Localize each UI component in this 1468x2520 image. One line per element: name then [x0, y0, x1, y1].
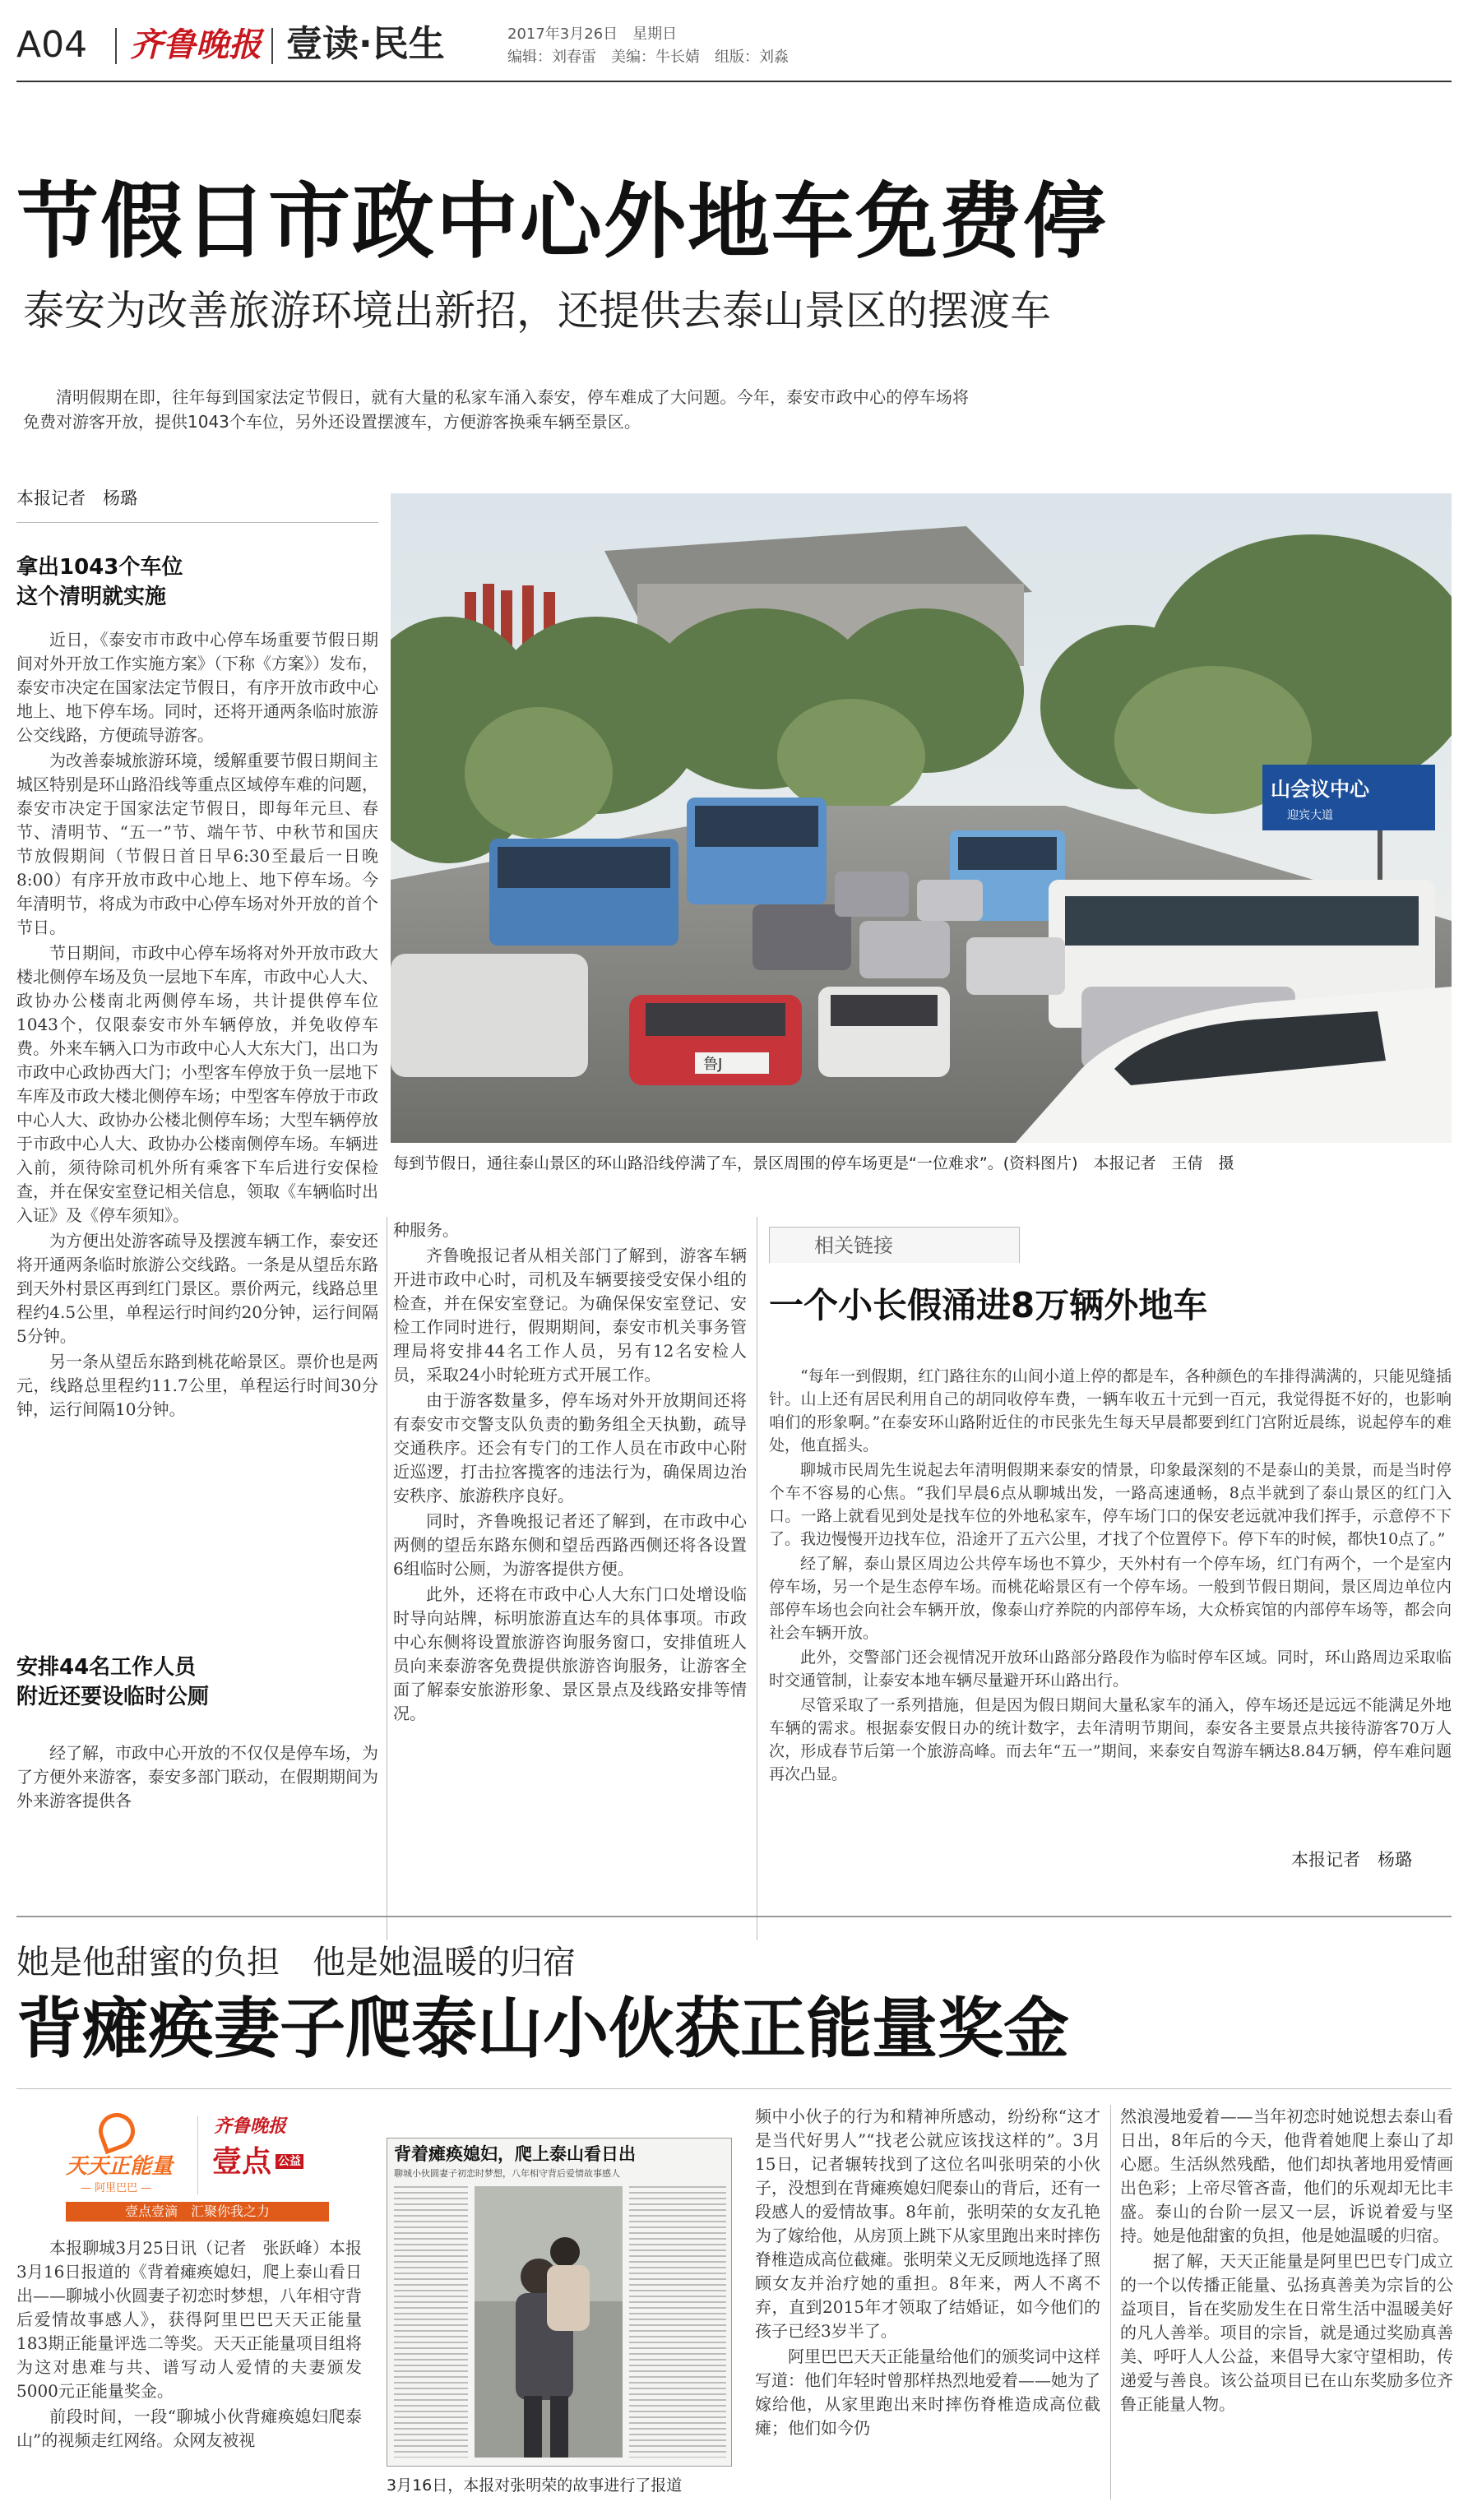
- headline: 节假日市政中心外地车免费停: [16, 173, 1107, 270]
- section-rule: [16, 1916, 1452, 1917]
- clipping-caption: 3月16日，本报对张明荣的故事进行了报道: [387, 2476, 683, 2495]
- clipping-text-block: [629, 2186, 726, 2458]
- charity-logo-block: [66, 2111, 329, 2222]
- paragraph: 聊城市民周先生说起去年清明假期来泰安的情景，印象最深刻的不是泰山的美景，而是当时停个车不容易的心焦。“我们早晨6点从聊城出发，一路高速通畅，8点半就到了泰山景区的红门入口。一路上就看见到处是找车位的外地私家车，停车场门口的保安老远就冲我们挥手，示意停不下了。我边慢慢开边找车位，沿途开了五六公里，才找了个位置停下。停下车的时候，都快10点了。”: [769, 1461, 1452, 1548]
- sidebar-title: 一个小长假涌进8万辆外地车: [769, 1285, 1208, 1325]
- paper-logo: 齐鲁晚报: [130, 25, 262, 64]
- related-link-box: [769, 1227, 1020, 1263]
- paragraph: 尽管采取了一系列措施，但是因为假日期间大量私家车的涌入，停车场还是远远不能满足外地车辆的需求。根据泰安假日办的统计数字，去年清明节期间，泰安各主要景点共接待游客70万人次，形成春节后第一个旅游高峰。而去年“五一”期间，来泰安自驾游车辆达8.84万辆，停车难问题再次凸显。: [769, 1696, 1452, 1783]
- paragraph: 本报聊城3月25日讯（记者 张跃峰）本报3月16日报道的《背着瘫痪媳妇，爬上泰山看日出——聊城小伙圆妻子初恋时梦想，八年相守背后爱情故事感人》，获得阿里巴巴天天正能量183期正能量评选二等奖。天天正能量项目组将为这对患难与共、谱写动人爱情的夫妻颁发5000元正能量奖金。: [16, 2238, 362, 2401]
- sign-text: 迎宾大道: [1287, 809, 1333, 822]
- article-column: [16, 628, 378, 1656]
- related-link-tag: 相关链接: [814, 1234, 893, 1257]
- paragraph: 种服务。: [393, 1220, 459, 1240]
- editor-credits: 编辑：刘春雷 美编：牛长婧 组版：刘淼: [507, 49, 789, 66]
- byline: 本报记者 杨璐: [16, 488, 137, 508]
- subhead-line: 这个清明就实施: [16, 585, 167, 609]
- paragraph: 阿里巴巴天天正能量给他们的颁奖词中这样写道：他们年轻时曾那样热烈地爱着——她为了嫁给他，从家里跑出来时摔伤脊椎造成高位截瘫；他们如今仍: [755, 2347, 1100, 2438]
- masthead-divider: [115, 28, 117, 64]
- subhead-line: 安排44名工作人员: [16, 1655, 197, 1680]
- page-number: A04: [16, 24, 88, 66]
- paragraph: 节日期间，市政中心停车场将对外开放市政大楼北侧停车场及负一层地下车库，市政中心人大、政协办公楼南北两侧停车场，共计提供停车位1043个，仅限泰安市外车辆停放，并免收停车费。外来车辆入口为市政中心人大东大门，出口为市政中心政协西大门；小型客车停放于负一层地下车库及市政大楼北侧停车场；中型客车停放于市政中心人大、政协办公楼北侧停车场；大型车辆停放于市政中心人大、政协办公楼南侧停车场。车辆进入前，须待除司机外所有乘客下车后进行安保检查，并在保安室登记相关信息，领取《车辆临时出入证》及《停车须知》。: [16, 943, 378, 1225]
- paragraph: 然浪漫地爱着——当年初恋时她说想去泰山看日出，8年后的今天，他背着她爬上泰山了却心愿。生活纵然残酷，他们却执著地用爱情画出色彩；上帝尽管吝啬，他们的乐观却无比丰盛。泰山的台阶一层又一层，诉说着爱与坚持。她是他甜蜜的负担，他是她温暖的归宿。: [1120, 2106, 1453, 2245]
- article-column: [393, 1218, 747, 1942]
- paragraph: 另一条从望岳东路到桃花峪景区。票价也是两元，线路总里程约11.7公里，单程运行时间30分钟，运行间隔10分钟。: [16, 1352, 378, 1419]
- clipping-title: 背着瘫痪媳妇，爬上泰山看日出: [394, 2144, 636, 2164]
- story2-kicker: 她是他甜蜜的负担 他是她温暖的归宿: [16, 1944, 576, 1981]
- rule: [16, 522, 378, 523]
- paper-logo-small: 齐鲁晚报: [214, 2115, 287, 2137]
- sidebar-byline: 本报记者 杨璐: [1291, 1850, 1412, 1870]
- section-subhead: [16, 553, 183, 612]
- newspaper-clipping: [387, 2138, 732, 2467]
- clipping-photo: [475, 2186, 623, 2458]
- couple-photo: [475, 2186, 623, 2458]
- column-divider: [1110, 2105, 1111, 2499]
- paragraph: 同时，齐鲁晚报记者还了解到，在市政中心两侧的望岳东路东侧和望岳西路西侧还将各设置6组临时公厕，为游客提供方便。: [393, 1511, 747, 1579]
- paragraph: “每年一到假期，红门路往东的山间小道上停的都是车，各种颜色的车排得满满的，只能见缝插针。山上还有居民利用自己的胡同收停车费，一辆车收五十元到一百元，我觉得挺不好的，也影响咱们的形象啊。”在泰安环山路附近住的市民张先生每天早晨都要到红门宫附近晨练，说起停车的难处，他直摇头。: [769, 1367, 1452, 1454]
- paragraph: 为改善泰城旅游环境，缓解重要节假日期间主城区特别是环山路沿线等重点区域停车难的问题，泰安市决定于国家法定节假日，即每年元旦、春节、清明节、“五一”节、端午节、中秋节和国庆节放假期间（节假日首日早6:30至最后一日晚8:00）有序开放市政中心地上、地下停车场。今年清明节，将成为市政中心停车场对外开放的首个节日。: [16, 751, 378, 937]
- yidian-tag: 公益: [276, 2154, 303, 2169]
- article-column: [16, 2236, 362, 2508]
- paragraph: 经了解，市政中心开放的不仅仅是停车场，为了方便外来游客，泰安多部门联动，在假期期间为外来游客提供各: [16, 1743, 378, 1810]
- sign-text: 山会议中心: [1271, 778, 1369, 801]
- article-column: [1120, 2105, 1453, 2508]
- paragraph: 齐鲁晚报记者从相关部门了解到，游客车辆开进市政中心时，司机及车辆要接受安保小组的检查，并在保安室登记。为确保保安室登记、安检工作同时进行，假期期间，泰安市机关事务管理局将安排44名工作人员，另有12名安检人员，采取24小时轮班方式开展工作。: [393, 1246, 747, 1385]
- alibaba-logo-icon: [94, 2108, 140, 2154]
- paragraph: 由于游客数量多，停车场对外开放期间还将有泰安市交警支队负责的勤务组全天执勤，疏导交通秩序。还会有专门的工作人员在市政中心附近巡逻，打击拉客揽客的违法行为，确保周边治安秩序、旅游秩序良好。: [393, 1390, 747, 1505]
- subhead-line: 拿出1043个车位: [16, 555, 183, 580]
- rule: [16, 2088, 1452, 2089]
- clipping-text-block: [394, 2186, 468, 2458]
- lead-paragraph: 清明假期在即，往年每到国家法定节假日，就有大量的私家车涌入泰安，停车难成了大问题。今年，泰安市政中心的停车场将免费对游客开放，提供1043个车位，另外还设置摆渡车，方便游客换乘车辆至景区。: [23, 387, 969, 432]
- photo-caption: 每到节假日，通往泰山景区的环山路沿线停满了车，景区周围的停车场更是“一位难求”。(资料图片) 本报记者 王倩 摄: [393, 1154, 1234, 1172]
- logo-subtext: — 阿里巴巴 —: [81, 2182, 152, 2194]
- section-subhead: [16, 1653, 209, 1712]
- masthead-rule: [16, 81, 1452, 82]
- section-title: 壹读·民生: [286, 23, 445, 65]
- story2-headline: 背瘫痪妻子爬泰山小伙获正能量奖金: [16, 1991, 1069, 2067]
- article-column: [755, 2105, 1100, 2508]
- paragraph: 此外，交警部门还会视情况开放环山路部分路段作为临时停车区域。同时，环山路周边采取临时交通管制，让泰安本地车辆尽量避开环山路出行。: [769, 1648, 1452, 1690]
- paragraph: 为方便出处游客疏导及摆渡车辆工作，泰安还将开通两条临时旅游公交线路。一条是从望岳东路到天外村景区再到红门景区。票价两元，线路总里程约4.5公里，单程运行时间约20分钟，运行间隔5分钟。: [16, 1231, 378, 1346]
- paragraph: 频中小伙子的行为和精神所感动，纷纷称“这才是当代好男人”“找老公就应该找这样的”。3月15日，记者辗转找到了这位名叫张明荣的小伙子，没想到在背瘫痪媳妇爬泰山的背后，还有一段感人的爱情故事。8年前，张明荣的女友孔艳为了嫁给他，从房顶上跳下从家里跑出来时摔伤脊椎造成高位截瘫。张明荣义无反顾地选择了照顾女友并治疗她的重担。8年来，两人不离不弃，直到2015年才领取了结婚证，如今他们的孩子已经3岁半了。: [755, 2106, 1100, 2341]
- street-photo: [391, 493, 1452, 1143]
- traffic-jam-photo: [391, 493, 1452, 1143]
- logo-divider: [197, 2116, 198, 2195]
- sidebar-body: [769, 1365, 1452, 1842]
- paragraph: 近日，《泰安市市政中心停车场重要节假日期间对外开放工作实施方案》（下称《方案》）发布，泰安市决定在国家法定节假日，有序开放市政中心地上、地下停车场。同时，还将开通两条临时旅游公交线路，方便疏导游客。: [16, 630, 378, 745]
- yidian-logo: 壹点: [212, 2145, 272, 2179]
- clipping-subtitle: 聊城小伙圆妻子初恋时梦想，八年相守背后爱情故事感人: [394, 2168, 620, 2179]
- paragraph: 经了解，泰山景区周边公共停车场也不算少，天外村有一个停车场，红门有两个，一个是室内停车场，另一个是生态停车场。而桃花峪景区有一个停车场。一般到节假日期间，景区周边单位内部停车场也会向社会车辆开放，像泰山疗养院的内部停车场，大众桥宾馆的内部停车场等，都会向社会车辆开放。: [769, 1555, 1452, 1642]
- masthead-divider: [271, 28, 273, 64]
- plate-text: 鲁J: [703, 1056, 723, 1073]
- paragraph: 据了解，天天正能量是阿里巴巴专门成立的一个以传播正能量、弘扬真善美为宗旨的公益项目，旨在奖励发生在日常生活中温暖美好的凡人善举。项目的宗旨，就是通过奖励真善美、呼吁人人公益，来倡导大家守望相助，传递爱与善良。该公益项目已在山东奖励多位齐鲁正能量人物。: [1120, 2251, 1453, 2414]
- issue-date: 2017年3月26日 星期日: [507, 25, 678, 43]
- subhead-line: 附近还要设临时公厕: [16, 1685, 210, 1709]
- logo-text: 天天正能量: [66, 2154, 174, 2179]
- paragraph: 前段时间，一段“聊城小伙背瘫痪媳妇爬泰山”的视频走红网络。众网友被视: [16, 2407, 362, 2450]
- logo-slogan: 壹点壹滴 汇聚你我之力: [66, 2202, 329, 2222]
- subheadline: 泰安为改善旅游环境出新招，还提供去泰山景区的摆渡车: [23, 287, 1051, 335]
- paragraph: 此外，还将在市政中心人大东门口处增设临时导向站牌，标明旅游直达车的具体事项。市政中心东侧将设置旅游咨询服务窗口，安排值班人员向来泰游客免费提供旅游咨询服务，让游客全面了解泰安旅游形象、景区景点及线路安排等情况。: [393, 1584, 747, 1723]
